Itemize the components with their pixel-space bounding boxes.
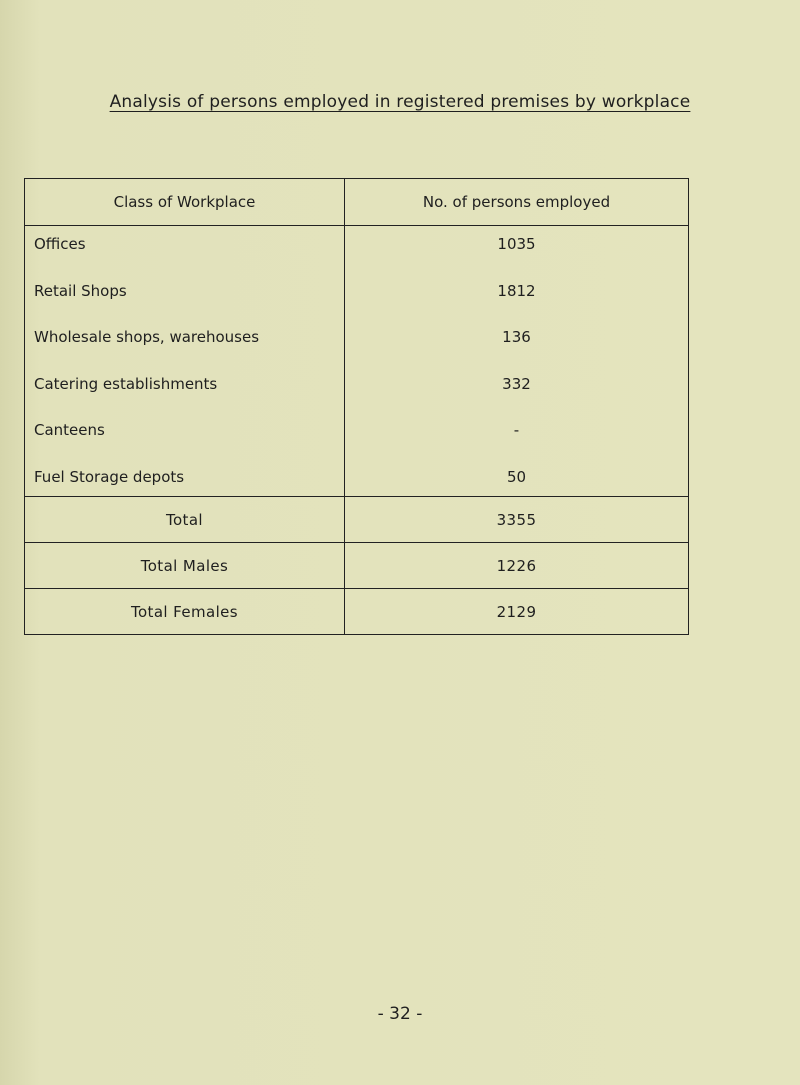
total-females-value: 2129: [496, 602, 537, 621]
total-value: 3355: [496, 510, 537, 529]
total-females-label: Total Females: [25, 589, 345, 634]
table-body: [25, 225, 688, 496]
workplace-class-cell: Catering establishments: [34, 374, 218, 393]
column-header-class: Class of Workplace: [25, 179, 345, 225]
persons-employed-cell: -: [513, 421, 520, 439]
persons-employed-cell: 1035: [497, 235, 536, 253]
total-males-value: 1226: [496, 556, 537, 575]
workplace-class-cell: Offices: [34, 235, 86, 253]
workplace-class-column: [25, 226, 345, 496]
persons-employed-column: [345, 226, 688, 496]
page-title: [0, 92, 800, 112]
total-males-row: [25, 542, 688, 588]
persons-employed-cell: 1812: [497, 281, 536, 300]
persons-employed-cell: 332: [502, 374, 531, 393]
workplace-class-cell: Fuel Storage depots: [34, 467, 185, 486]
page-number: - 32 -: [377, 1004, 423, 1024]
column-header-count: No. of persons employed: [422, 193, 611, 211]
employment-table: [24, 178, 689, 635]
workplace-class-cell: Wholesale shops, warehouses: [34, 328, 260, 346]
persons-employed-cell: 50: [506, 467, 527, 486]
persons-employed-cell: 136: [502, 328, 531, 346]
workplace-class-cell: Canteens: [34, 421, 105, 439]
page-title-text: Analysis of persons employed in registered premises by workplace: [109, 92, 691, 112]
total-label: Total: [25, 497, 345, 542]
table-header-row: [25, 179, 688, 225]
total-males-label: Total Males: [25, 543, 345, 588]
total-row: [25, 496, 688, 542]
total-females-row: [25, 588, 688, 634]
workplace-class-cell: Retail Shops: [34, 281, 127, 300]
